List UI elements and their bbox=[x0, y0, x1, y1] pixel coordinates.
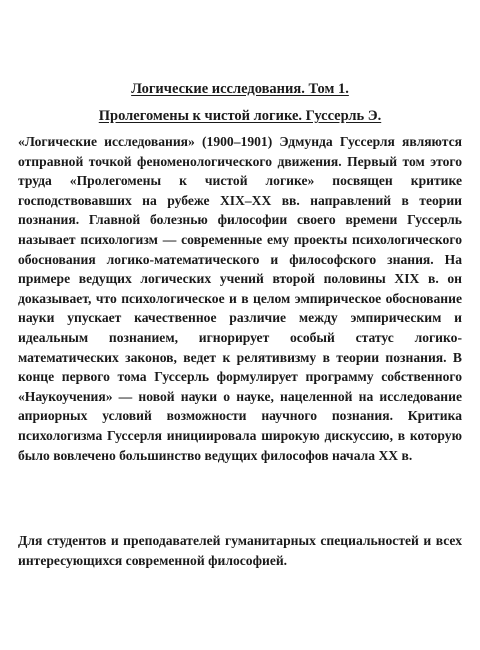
book-subtitle-author: Пролегомены к чистой логике. Гуссерль Э. bbox=[98, 108, 382, 124]
description-paragraph: «Логические исследования» (1900–1901) Эдмунда Гуссерля являются отправной точкой феноменологического движения. Первый том этого труда «Пролегомены к чистой логике» посвящен критике господствовавших на рубеже XIX–XX вв. направлений в теории познания. Главной болезнью философии своего времени Гуссерль называет психологизм — современные ему проекты психологического обоснования логико-математического и философского знания. На примере ведущих логических учений второй половины XIX в. он доказывает, что психологическое и в целом эмпирическое обоснование науки упускает качественное различие между эмпирическим и идеальным познанием, игнорирует особый статус логико-математических законов, ведет к релятивизму в теории познания. В конце первого тома Гуссерль формулирует программу собственного «Наукоучения» — новой науки о науке, нацеленной на исследование априорных условий возможности научного познания. Критика психологизма Гуссерля инициировала широкую дискуссию, в которую было вовлечено большинство ведущих философов начала XX в. bbox=[18, 134, 462, 463]
book-title: Логические исследования. Том 1. bbox=[131, 81, 349, 97]
audience-paragraph: Для студентов и преподавателей гуманитарных специальностей и всех интересующихся современной философией. bbox=[18, 533, 462, 568]
